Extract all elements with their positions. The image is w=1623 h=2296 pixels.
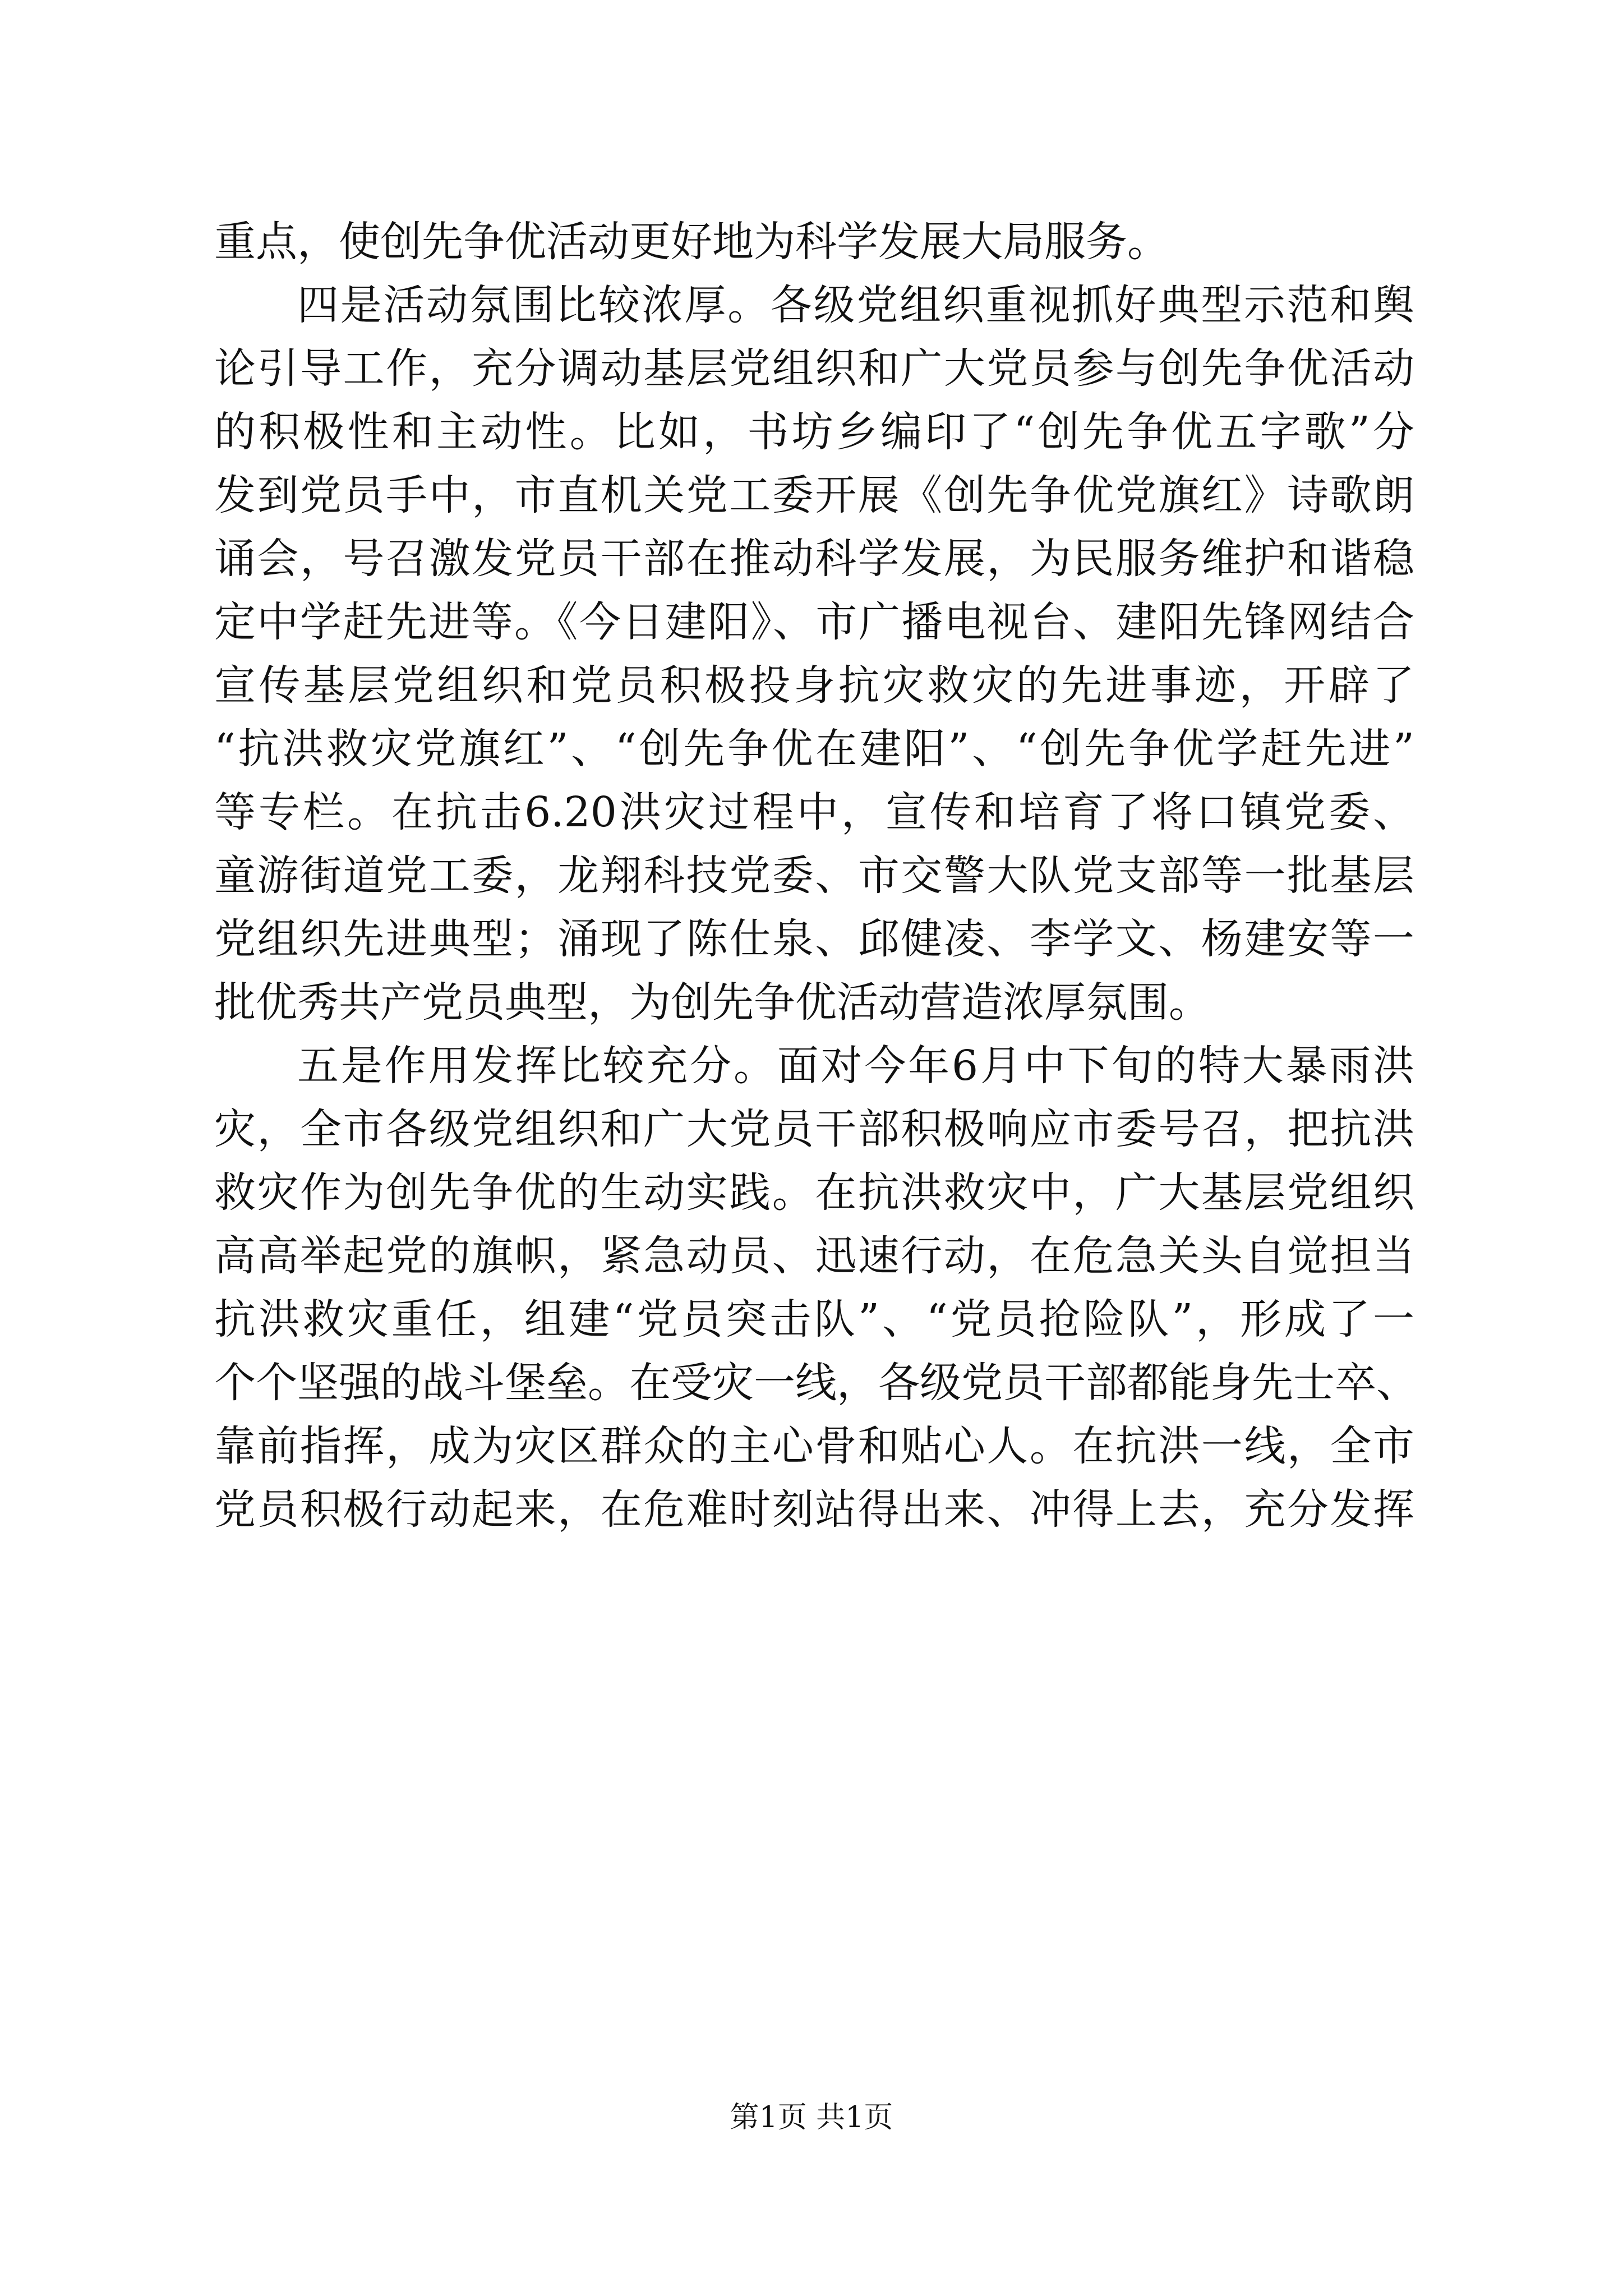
- page-number-footer: 第1页 共1页: [730, 2101, 893, 2134]
- text-line: 五是作用发挥比较充分。面对今年6月中下旬的特大暴雨洪: [297, 1042, 1414, 1090]
- text-line: 宣传基层党组织和党员积极投身抗灾救灾的先进事迹，开辟了: [214, 661, 1414, 710]
- text-line: 靠前指挥，成为灾区群众的主心骨和贴心人。在抗洪一线，全市: [214, 1422, 1414, 1470]
- text-line: 论引导工作，充分调动基层党组织和广大党员参与创先争优活动: [214, 344, 1414, 393]
- text-line: 诵会，号召激发党员干部在推动科学发展，为民服务维护和谐稳: [214, 535, 1414, 583]
- text-line: 救灾作为创先争优的生动实践。在抗洪救灾中，广大基层党组织: [214, 1168, 1414, 1217]
- text-line: 定中学赶先进等。《今日建阳》、市广播电视台、建阳先锋网结合: [214, 598, 1414, 646]
- document-body: [214, 210, 1418, 1542]
- text-line: 党组织先进典型；涌现了陈仕泉、邱健凌、李学文、杨建安等一: [214, 915, 1414, 963]
- text-line: 党员积极行动起来，在危难时刻站得出来、冲得上去，充分发挥: [214, 1485, 1414, 1534]
- text-line: 抗洪救灾重任，组建“党员突击队”、“党员抢险队”，形成了一: [214, 1295, 1414, 1343]
- text-line: 发到党员手中，市直机关党工委开展《创先争优党旗红》诗歌朗: [214, 471, 1414, 519]
- text-line: 等专栏。在抗击6.20洪灾过程中，宣传和培育了将口镇党委、: [214, 788, 1414, 836]
- text-line: 四是活动氛围比较浓厚。各级党组织重视抓好典型示范和舆: [297, 281, 1414, 329]
- text-line: 高高举起党的旗帜，紧急动员、迅速行动，在危急关头自觉担当: [214, 1232, 1414, 1280]
- text-line: 的积极性和主动性。比如，书坊乡编印了“创先争优五字歌”分: [214, 408, 1414, 456]
- text-line: 童游街道党工委，龙翔科技党委、市交警大队党支部等一批基层: [214, 852, 1414, 900]
- text-line: 重点，使创先争优活动更好地为科学发展大局服务。: [214, 218, 1169, 266]
- text-line: 批优秀共产党员典型，为创先争优活动营造浓厚氛围。: [214, 978, 1210, 1027]
- text-line: 灾，全市各级党组织和广大党员干部积极响应市委号召，把抗洪: [214, 1105, 1414, 1153]
- text-line: 个个坚强的战斗堡垒。在受灾一线，各级党员干部都能身先士卒、: [214, 1359, 1418, 1407]
- text-line: “抗洪救灾党旗红”、“创先争优在建阳”、“创先争优学赶先进”: [214, 725, 1414, 773]
